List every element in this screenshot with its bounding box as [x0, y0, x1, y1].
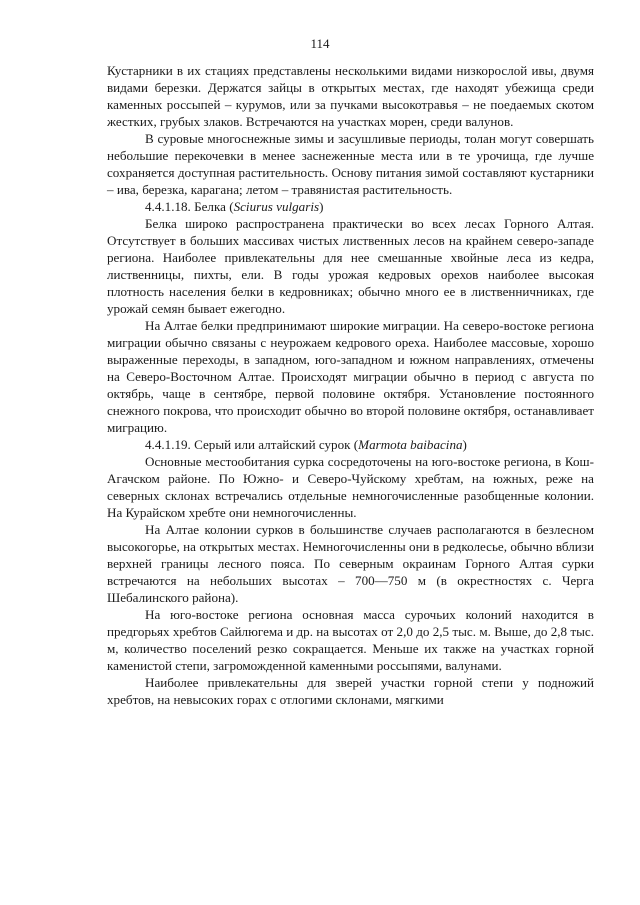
paragraph-6: На Алтае колонии сурков в большинстве случаев располагаются в безлесном высокогорье, на открытых местах. Немногочисленны они в редколесье, обычно вблизи верхней границы лесного пояса. По северным окраинам Горного Алтая сурки встречаются на небольших высотах – 700—750 м (в окрестностях с. Черга Шебалинского района).	[107, 522, 594, 605]
latin-name: Sciurus vulgaris	[233, 199, 320, 214]
paragraph-3: Белка широко распространена практически во всех лесах Горного Алтая. Отсутствует в больших массивах чистых лиственных лесов на крайнем северо-западе региона. Наиболее привлекательны для нее смешанные хвойные леса из кедра, лиственницы, пихты, ели. В годы урожая кедровых орехов наиболее высокая плотность населения белки в кедровниках; обычно много ее в лиственничниках, где урожай семян бывает ежегодно.	[107, 216, 594, 316]
paragraph-7: На юго-востоке региона основная масса сурочьих колоний находится в предгорьях хребтов Сайлюгема и др. на высотах от 2,0 до 2,5 тыс. м. Выше, до 2,8 тыс. м, количество поселений резко сокращается. Меньше их также на участках горной каменистой степи, загроможденной каменными россыпями, валунами.	[107, 607, 594, 673]
heading-suffix: )	[319, 199, 324, 214]
heading-prefix: 4.4.1.19. Серый или алтайский сурок (	[145, 437, 359, 452]
paragraph-2: В суровые многоснежные зимы и засушливые периоды, толан могут совершать небольшие перекочевки в менее заснеженные места или в те урочища, где лучше сохраняется доступная растительность. Основу питания зимой составляют кустарники – ива, березка, карагана; летом – травянистая растительность.	[107, 131, 594, 197]
section-heading-marmot	[107, 436, 594, 453]
latin-name: Marmota baibacina	[358, 437, 463, 452]
paragraph-4: На Алтае белки предпринимают широкие миграции. На северо-востоке региона миграции обычно связаны с неурожаем кедрового ореха. Наиболее массовые, хорошо выраженные переходы, в западном, юго-западном и южном направлениях, отмечены на Северо-Восточном Алтае. Происходят миграции обычно в период с августа по октябрь, чаще в сентябре, первой половине октября. Установление постоянного снежного покрова, что происходит обычно во второй половине октября, останавливает миграцию.	[107, 318, 594, 435]
paragraph-8: Наиболее привлекательны для зверей участки горной степи у подножий хребтов, на невысоких горах с отлогими склонами, мягкими	[107, 675, 594, 707]
paragraph-1: Кустарники в их стациях представлены несколькими видами низкорослой ивы, двумя видами березки. Держатся зайцы в открытых местах, где находят убежища среди каменных россыпей – курумов, или за пучками высокотравья – не поедаемых скотом жестких, грубых злаков. Встречаются на участках морен, среди валунов.	[107, 63, 594, 129]
section-heading-squirrel	[107, 198, 594, 215]
heading-prefix: 4.4.1.18. Белка (	[145, 199, 234, 214]
document-body	[107, 62, 594, 708]
page-number: 114	[310, 36, 330, 51]
paragraph-5: Основные местообитания сурка сосредоточены на юго-востоке региона, в Кош-Агачском районе. По Южно- и Северо-Чуйскому хребтам, на южных, реже на северных склонах встречались отдельные немногочисленные разобщенные колонии. На Курайском хребте они немногочисленны.	[107, 454, 594, 520]
heading-suffix: )	[462, 437, 467, 452]
